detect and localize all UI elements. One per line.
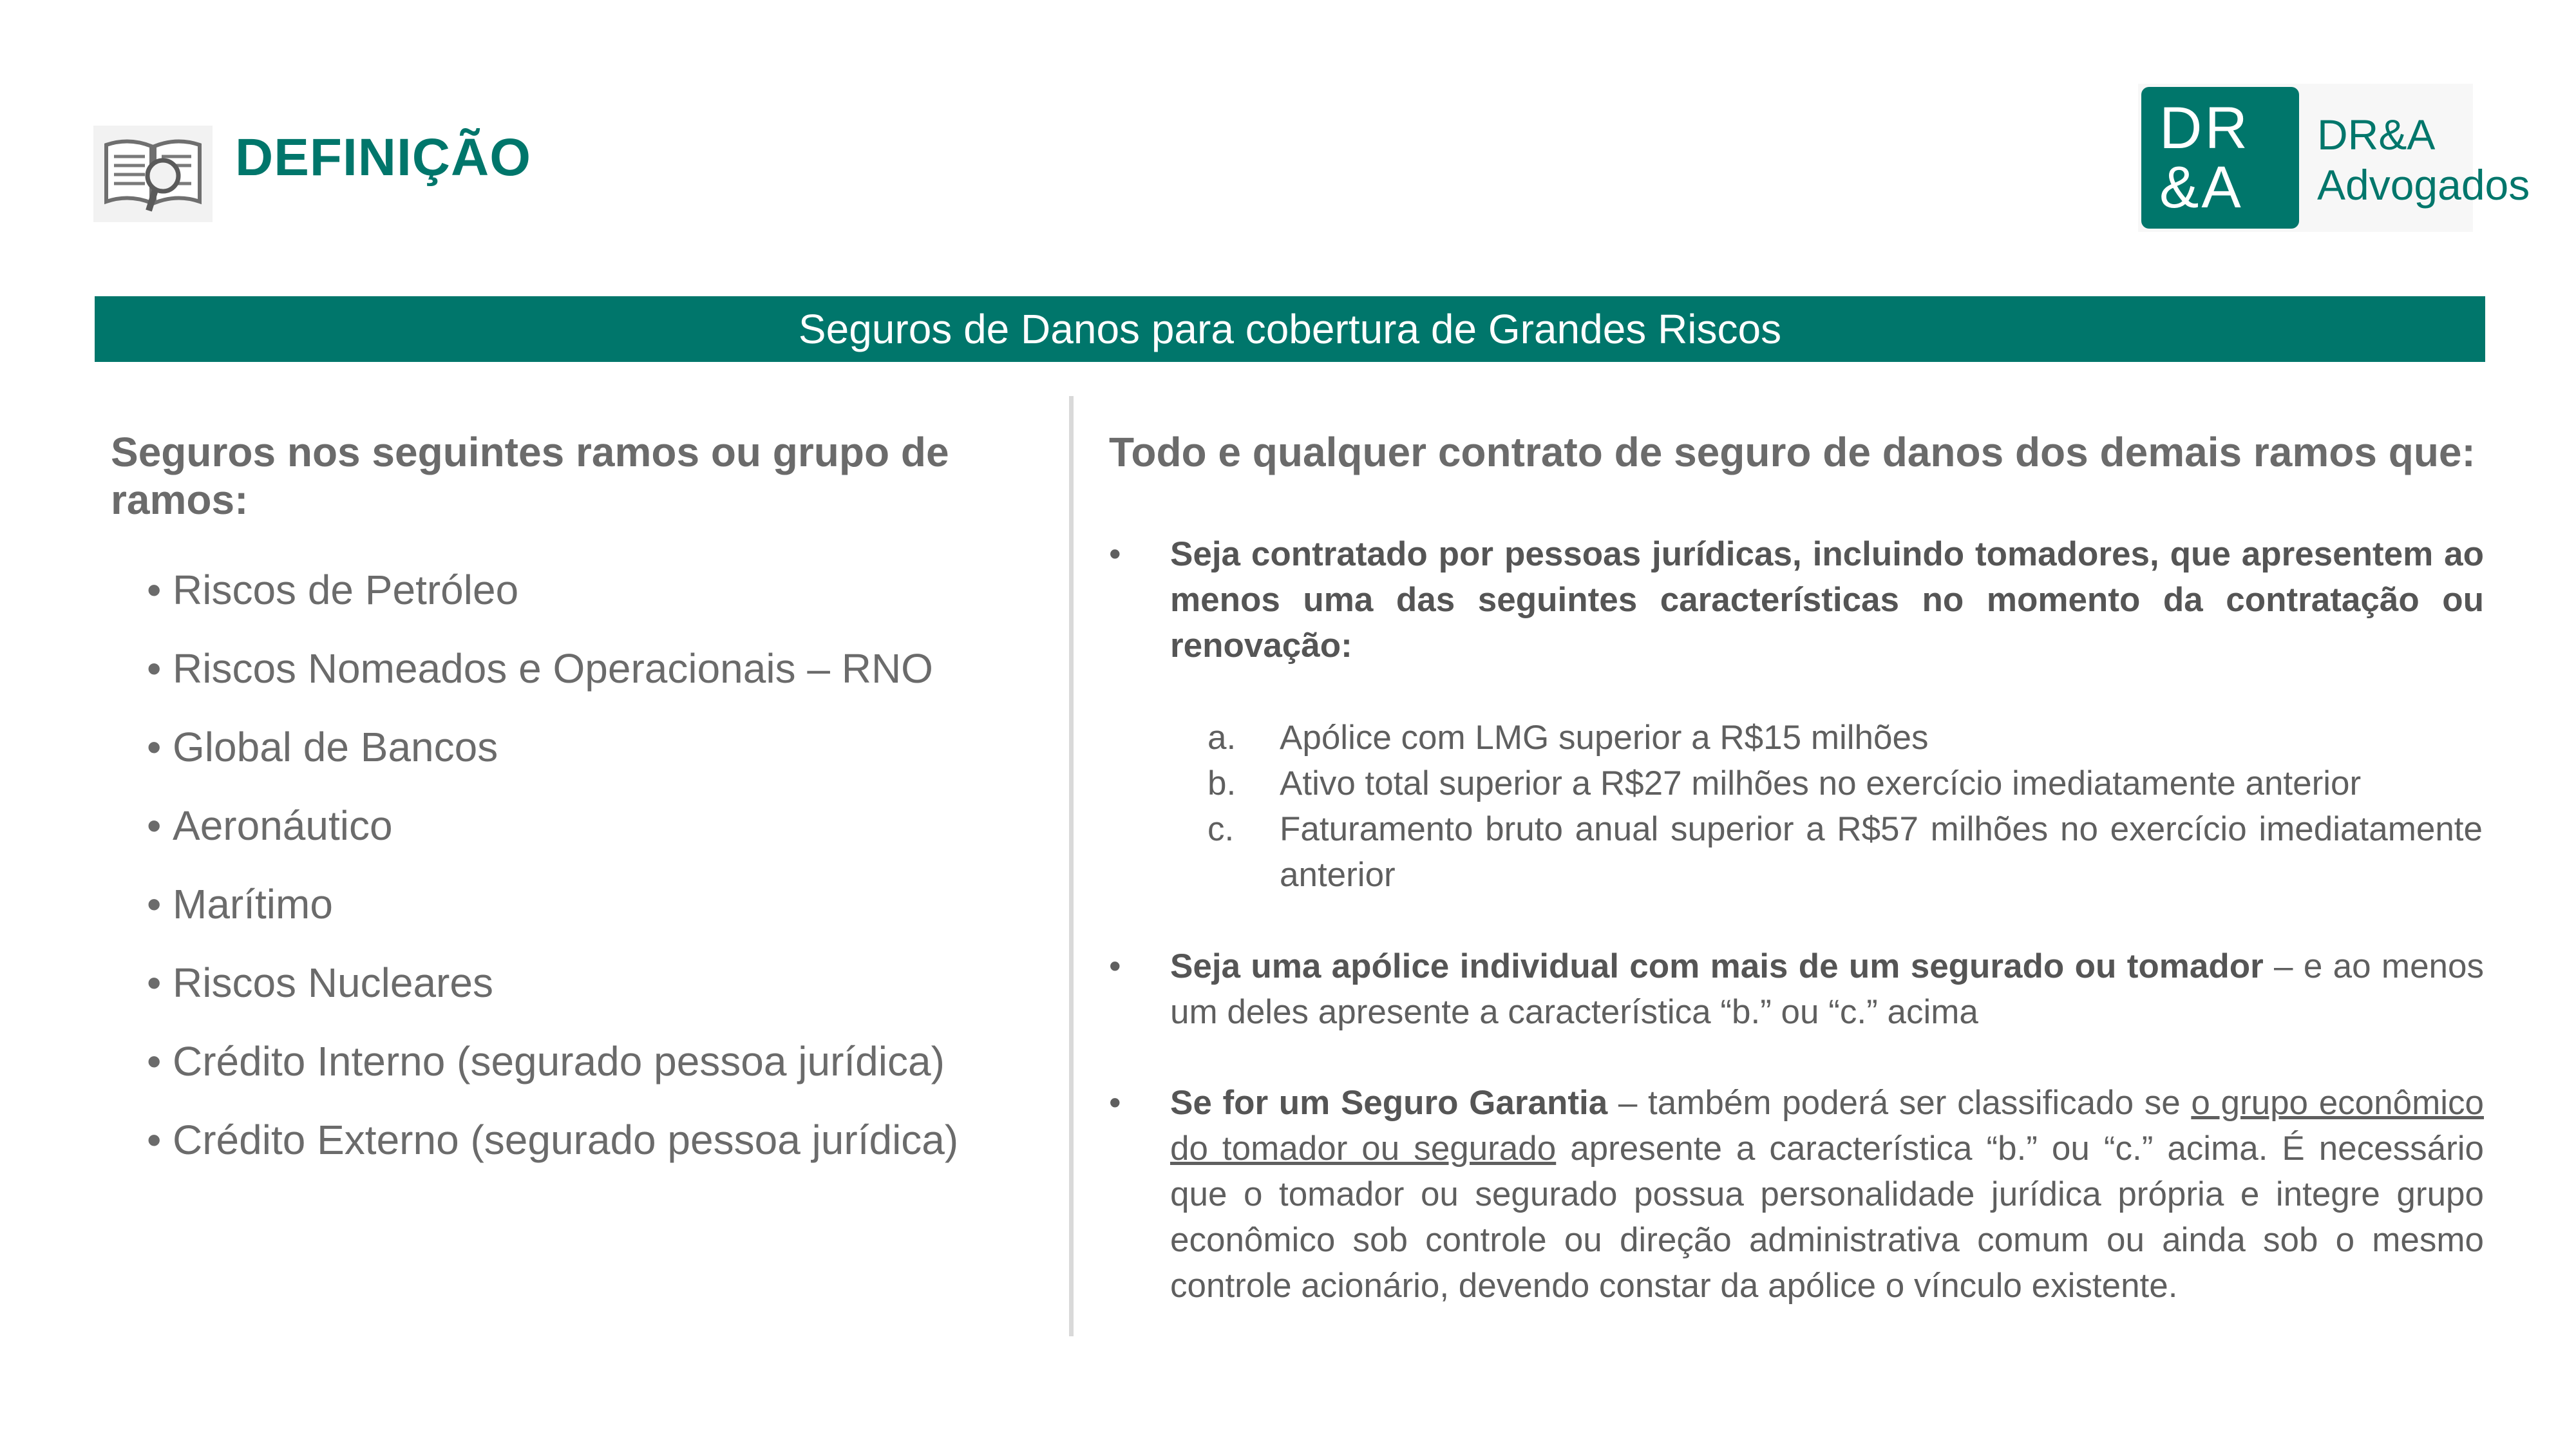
- list-item: [147, 1022, 958, 1101]
- list-item: [147, 708, 958, 786]
- bullet-1-text: Seja contratado por pessoas jurídicas, incluindo tomadores, que apresentem ao menos uma das seguintes características no momento da contratação ou renovação:: [1170, 535, 2484, 665]
- sub-item-b: [1208, 761, 2483, 806]
- list-item: [147, 1101, 958, 1179]
- list-item: [147, 786, 958, 865]
- banner-text: Seguros de Danos para cobertura de Grandes Riscos: [798, 306, 1782, 352]
- list-item-text: Riscos Nomeados e Operacionais – RNO: [173, 645, 933, 692]
- bullet-2-text: [1170, 943, 2484, 1035]
- bullet-3-underlined: o grupo econômico do tomador ou segurado: [1170, 1084, 2484, 1168]
- list-item: [147, 551, 958, 629]
- bullet-icon: •: [147, 724, 162, 770]
- bullet-icon: •: [147, 802, 162, 849]
- bullet-icon: •: [147, 1038, 162, 1084]
- list-item-text: Crédito Interno (segurado pessoa jurídica): [173, 1038, 945, 1084]
- left-heading: Seguros nos seguintes ramos ou grupo de ramos:: [111, 429, 949, 523]
- book-magnifier-icon: [93, 126, 213, 222]
- list-item-text: Crédito Externo (segurado pessoa jurídica): [173, 1117, 959, 1163]
- bullet-icon: •: [147, 1117, 162, 1163]
- list-item-text: Marítimo: [173, 881, 333, 927]
- bullet-icon: •: [1109, 535, 1121, 573]
- right-bullet-2: [1109, 943, 2484, 1035]
- list-item: [147, 865, 958, 943]
- left-list: [147, 551, 958, 1179]
- sub-item-letter: b.: [1208, 764, 1236, 802]
- list-item-text: Riscos Nucleares: [173, 960, 493, 1006]
- bullet-3-bold: Se for um Seguro Garantia: [1170, 1084, 1608, 1122]
- bullet-3-part1: – também poderá ser classificado se: [1607, 1084, 2192, 1122]
- list-item-text: Riscos de Petróleo: [173, 567, 519, 613]
- company-logo: [2138, 84, 2530, 232]
- right-heading: Todo e qualquer contrato de seguro de danos dos demais ramos que:: [1109, 429, 2476, 475]
- list-item: [147, 629, 958, 708]
- right-bullet-1: [1109, 531, 2484, 668]
- bullet-2-rest: – e ao menos um deles apresente a característica “b.” ou “c.” acima: [1170, 947, 2484, 1031]
- logo-mark-line2: &A: [2159, 155, 2244, 220]
- list-item: [147, 943, 958, 1022]
- right-bullet-3: [1109, 1080, 2484, 1309]
- bullet-icon: •: [147, 960, 162, 1006]
- bullet-icon: •: [147, 567, 162, 613]
- sub-item-text: Apólice com LMG superior a R$15 milhões: [1280, 719, 1929, 757]
- logo-mark-line1: DR: [2159, 95, 2250, 161]
- page-title: DEFINIÇÃO: [235, 128, 531, 187]
- list-item-text: Global de Bancos: [173, 724, 498, 770]
- logo-text-line1: DR&A: [2317, 111, 2436, 158]
- bullet-2-bold: Seja uma apólice individual com mais de um segurado ou tomador: [1170, 947, 2264, 985]
- bullet-icon: •: [1109, 1084, 1121, 1122]
- bullet-icon: •: [1109, 947, 1121, 985]
- sub-item-letter: c.: [1208, 810, 1235, 848]
- bullet-3-part2: apresente a característica “b.” ou “c.” acima. É necessário que o tomador ou segurado possua personalidade jurídica própria e integre grupo econômico sob controle ou direção administrativa comum ou ainda sob o mesmo controle acionário, devendo constar da apólice o vínculo existente.: [1170, 1130, 2484, 1305]
- sub-item-text: Faturamento bruto anual superior a R$57 milhões no exercício imediatamente anterior: [1280, 810, 2483, 894]
- section-banner: [95, 296, 2485, 362]
- sub-item-text: Ativo total superior a R$27 milhões no exercício imediatamente anterior: [1280, 764, 2362, 802]
- logo-text-line2: Advogados: [2317, 161, 2530, 209]
- bullet-icon: •: [147, 645, 162, 692]
- bullet-3-text: [1170, 1080, 2484, 1309]
- bullet-icon: •: [147, 881, 162, 927]
- logo-mark: [2141, 87, 2299, 229]
- sub-item-a: [1208, 715, 2483, 761]
- list-item-text: Aeronáutico: [173, 802, 393, 849]
- sub-item-c: [1208, 806, 2483, 898]
- logo-text: [2317, 109, 2530, 210]
- sub-item-letter: a.: [1208, 719, 1236, 757]
- column-divider: [1069, 396, 1074, 1336]
